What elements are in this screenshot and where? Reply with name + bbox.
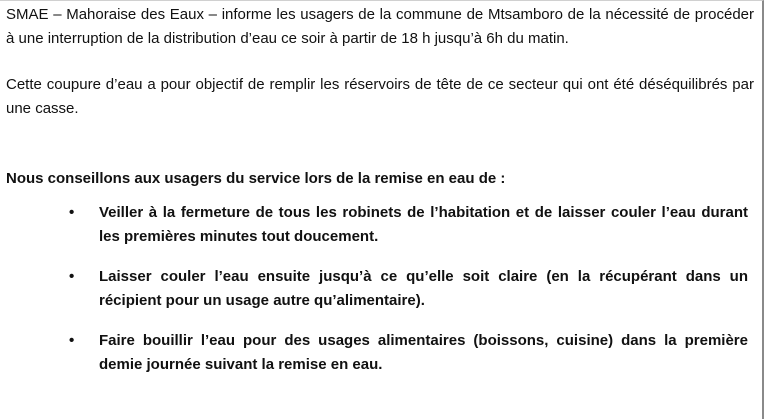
intro-paragraph: SMAE – Mahoraise des Eaux – informe les usagers de la commune de Mtsamboro de la nécessité de procéder à une interruption de la distribution d’eau ce soir à partir de 18 h jusqu’à 6h du matin.: [6, 6, 754, 47]
purpose-paragraph: Cette coupure d’eau a pour objectif de remplir les réservoirs de tête de ce secteur qui ont été déséquilibrés par une casse.: [6, 76, 754, 117]
advice-text: Laisser couler l’eau ensuite jusqu’à ce qu’elle soit claire (en la récupérant dans un récipient pour un usage autre qu’alimentaire).: [99, 268, 748, 309]
advice-text: Faire bouillir l’eau pour des usages alimentaires (boissons, cuisine) dans la première demie journée suivant la remise en eau.: [99, 332, 748, 373]
list-item: [6, 201, 754, 249]
list-item: [6, 265, 754, 313]
bullet-icon: •: [69, 332, 75, 349]
advice-text: Veiller à la fermeture de tous les robinets de l’habitation et de laisser couler l’eau durant les premières minutes tout doucement.: [99, 204, 748, 245]
bullet-icon: •: [69, 204, 75, 221]
advice-heading: Nous conseillons aux usagers du service lors de la remise en eau de :: [6, 170, 506, 187]
bullet-icon: •: [69, 268, 75, 285]
notice-document: [6, 3, 754, 393]
advice-list: [6, 201, 754, 377]
list-item: [6, 329, 754, 377]
